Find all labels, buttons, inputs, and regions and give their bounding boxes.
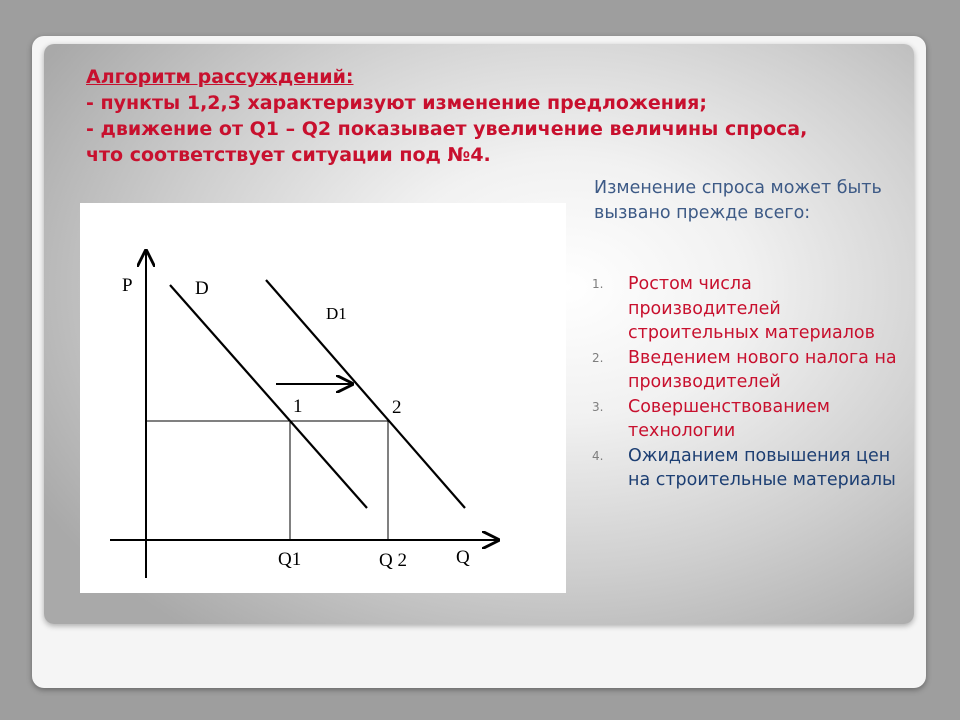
list-item-text: Ростом числа производителей строительных материалов <box>628 274 875 343</box>
point-1-label: 1 <box>293 396 303 417</box>
point-2-label: 2 <box>392 397 402 418</box>
q2-label: Q 2 <box>379 550 407 571</box>
axis-y-label: P <box>122 275 133 296</box>
list-item-number: 3. <box>592 399 604 414</box>
curve-d-label: D <box>195 278 209 299</box>
list-item-text: Совершенствованием технологии <box>628 396 830 441</box>
intro-text: Изменение спроса может быть вызвано прежде всего: <box>594 178 882 223</box>
list-item <box>592 272 902 346</box>
causes-list <box>592 272 902 493</box>
heading-line-3: что соответствует ситуации под №4. <box>86 144 491 166</box>
list-item-text: Ожиданием повышения цен на строительные материалы <box>628 445 896 490</box>
list-item-number: 2. <box>592 350 604 365</box>
supply-demand-graph <box>80 203 566 593</box>
demand-curve-d1 <box>266 280 465 508</box>
graph-svg <box>80 203 566 593</box>
axis-x-label: Q <box>456 547 470 568</box>
heading-block <box>86 64 866 168</box>
heading-line-1: - пункты 1,2,3 характеризуют изменение предложения; <box>86 92 707 114</box>
list-item-number: 4. <box>592 448 604 463</box>
heading-line-2: - движение от Q1 – Q2 показывает увеличение величины спроса, <box>86 118 808 140</box>
q1-label: Q1 <box>278 549 302 570</box>
list-item <box>592 395 902 444</box>
list-item-text: Введением нового налога на производителей <box>628 347 897 392</box>
list-item-number: 1. <box>592 277 604 291</box>
list-item <box>592 444 902 493</box>
heading-title: Алгоритм рассуждений: <box>86 66 354 88</box>
curve-d1-label: D1 <box>326 304 347 323</box>
list-item <box>592 346 902 395</box>
